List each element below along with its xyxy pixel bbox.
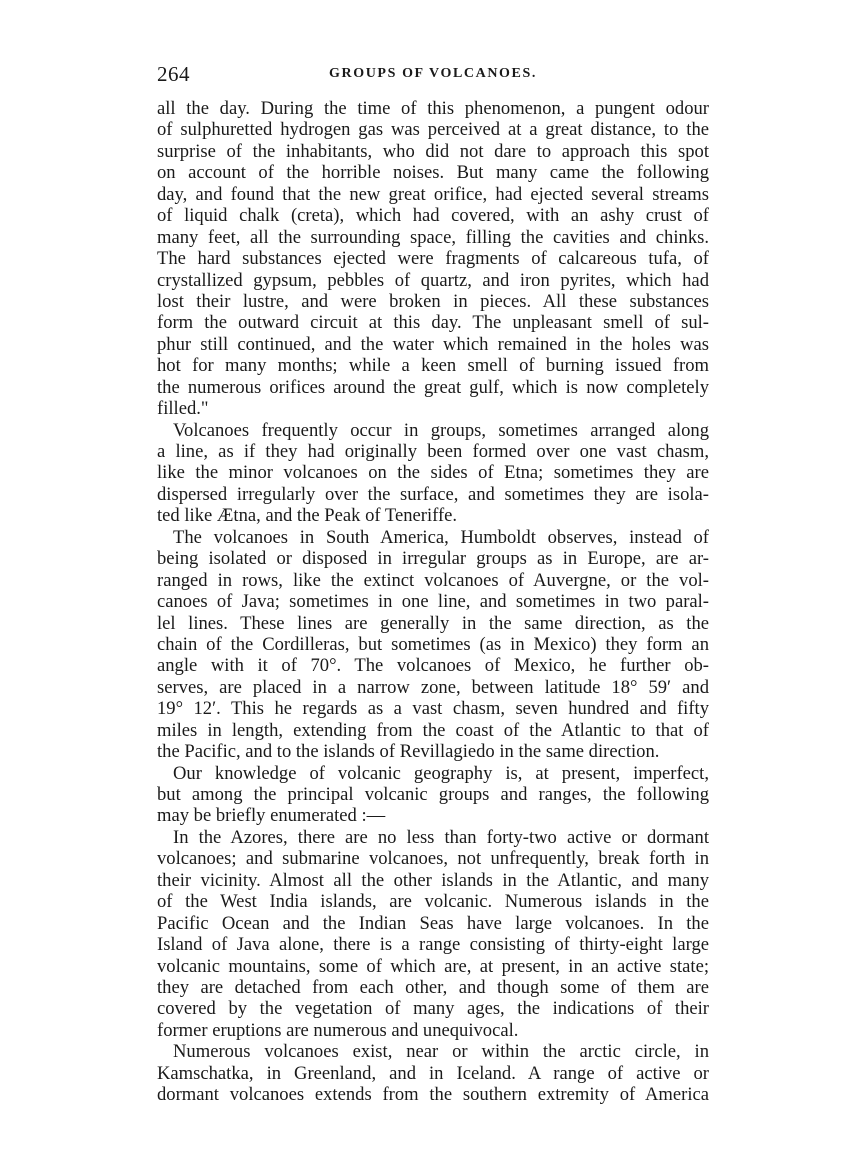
text-line: of sulphuretted hydrogen gas was perceived at a great distance, to the <box>157 119 709 141</box>
text-line: but among the principal volcanic groups and ranges, the following <box>157 784 709 805</box>
text-line: Pacific Ocean and the Indian Seas have large volcanoes. In the <box>157 912 709 934</box>
text-line: former eruptions are numerous and unequivocal. <box>157 1019 519 1041</box>
text-line: Volcanoes frequently occur in groups, sometimes arranged along <box>173 419 709 441</box>
text-line: lel lines. These lines are generally in the same direction, as the <box>157 612 709 634</box>
text-line: volcanic mountains, some of which are, at present, in an active state; <box>157 955 709 977</box>
page-number: 264 <box>157 62 190 86</box>
text-line: lost their lustre, and were broken in pieces. All these substances <box>157 290 709 312</box>
text-line: they are detached from each other, and though some of them are <box>157 976 709 998</box>
text-line: may be briefly enumerated :— <box>157 805 386 827</box>
text-line: covered by the vegetation of many ages, the indications of their <box>157 998 709 1020</box>
text-line: their vicinity. Almost all the other islands in the Atlantic, and many <box>157 869 709 891</box>
text-line: of liquid chalk (creta), which had covered, with an ashy crust of <box>157 205 709 227</box>
text-line: Kamschatka, in Greenland, and in Iceland. A range of active or <box>157 1062 709 1084</box>
text-line: hot for many months; while a keen smell of burning issued from <box>157 355 709 377</box>
text-line: phur still continued, and the water which remained in the holes was <box>157 333 709 355</box>
text-line: volcanoes; and submarine volcanoes, not unfrequently, break forth in <box>157 848 709 870</box>
text-line: miles in length, extending from the coast of the Atlantic to that of <box>157 719 709 741</box>
text-line: a line, as if they had originally been formed over one vast chasm, <box>157 441 709 462</box>
text-line: dormant volcanoes extends from the southern extremity of America <box>157 1084 709 1106</box>
text-line: surprise of the inhabitants, who did not dare to approach this spot <box>157 140 709 162</box>
text-line: ted like Ætna, and the Peak of Teneriffe. <box>157 505 458 527</box>
text-line: Island of Java alone, there is a range consisting of thirty-eight large <box>157 934 709 956</box>
text-line: all the day. During the time of this phenomenon, a pungent odour <box>157 98 709 119</box>
text-line: angle with it of 70°. The volcanoes of Mexico, he further ob- <box>157 655 709 677</box>
text-line: In the Azores, there are no less than forty-two active or dormant <box>173 826 709 848</box>
text-line: day, and found that the new great orifice, had ejected several streams <box>157 183 709 205</box>
text-line: form the outward circuit at this day. The unpleasant smell of sul- <box>157 312 709 334</box>
text-line: being isolated or disposed in irregular groups as in Europe, are ar- <box>157 548 709 570</box>
text-line: ranged in rows, like the extinct volcanoes of Auvergne, or the vol- <box>157 569 709 591</box>
text-line: many feet, all the surrounding space, filling the cavities and chinks. <box>157 226 709 248</box>
text-line: 19° 12′. This he regards as a vast chasm, seven hundred and fifty <box>157 698 709 720</box>
text-line: Numerous volcanoes exist, near or within the arctic circle, in <box>173 1041 709 1063</box>
text-line: like the minor volcanoes on the sides of Etna; sometimes they are <box>157 462 709 484</box>
text-line: serves, are placed in a narrow zone, between latitude 18° 59′ and <box>157 676 709 698</box>
body-text <box>157 98 709 1106</box>
text-line: filled." <box>157 398 209 420</box>
text-line: crystallized gypsum, pebbles of quartz, and iron pyrites, which had <box>157 269 709 291</box>
text-line: chain of the Cordilleras, but sometimes (as in Mexico) they form an <box>157 633 709 655</box>
page-header <box>157 60 709 88</box>
text-line: the Pacific, and to the islands of Revillagiedo in the same direction. <box>157 741 660 763</box>
text-line: dispersed irregularly over the surface, and sometimes they are isola- <box>157 483 709 505</box>
text-line: on account of the horrible noises. But many came the following <box>157 162 709 184</box>
text-line: the numerous orifices around the great gulf, which is now completely <box>157 376 709 398</box>
text-line: of the West India islands, are volcanic. Numerous islands in the <box>157 891 709 913</box>
text-line: canoes of Java; sometimes in one line, and sometimes in two paral- <box>157 591 709 613</box>
text-line: The volcanoes in South America, Humboldt observes, instead of <box>173 526 709 548</box>
text-line: Our knowledge of volcanic geography is, at present, imperfect, <box>173 762 709 784</box>
text-line: The hard substances ejected were fragments of calcareous tufa, of <box>157 248 709 270</box>
running-head: GROUPS OF VOLCANOES. <box>329 66 537 81</box>
